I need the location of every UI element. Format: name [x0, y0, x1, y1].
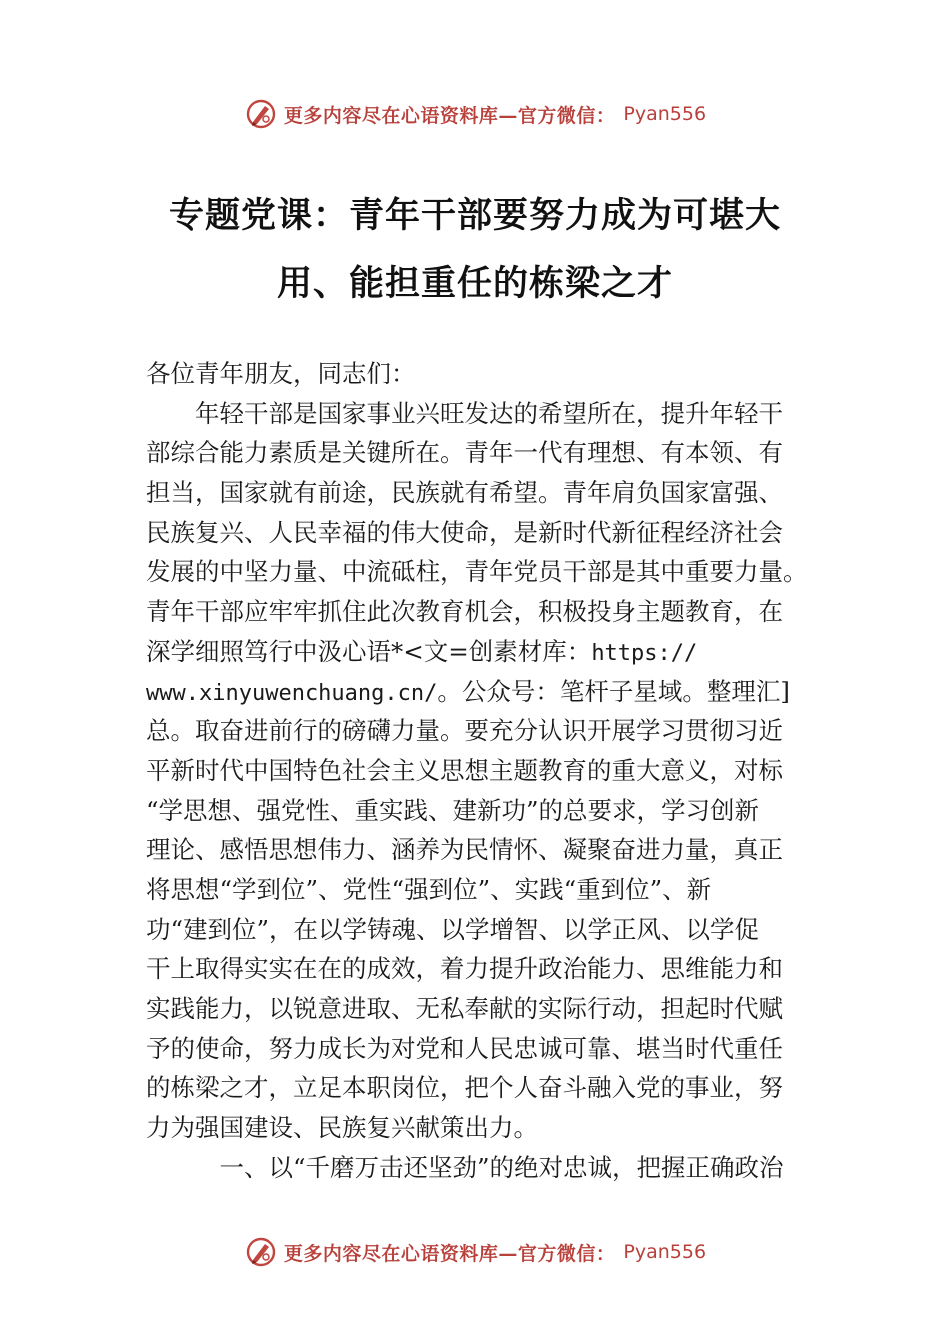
paragraph-line: 平新时代中国特色社会主义思想主题教育的重大意义，对标 [146, 755, 783, 785]
section-heading-1: 一、以“千磨万击还坚劲”的绝对忠诚，把握正确政治 [146, 1152, 784, 1182]
paragraph-text: 深学细照笃行中汲心语*<文=创素材库： [146, 636, 592, 666]
paragraph-line: 民族复兴、人民幸福的伟大使命，是新时代新征程经济社会 [146, 517, 783, 547]
paragraph-line [146, 672, 816, 712]
paragraph-line: 发展的中坚力量、中流砥柱，青年党员干部是其中重要力量。 [146, 557, 808, 587]
paragraph-line: 予的使命，努力成长为对党和人民忠诚可靠、堪当时代重任 [146, 1033, 783, 1063]
paragraph-line: 年轻干部是国家事业兴旺发达的希望所在，提升年轻干 [146, 398, 783, 428]
url-fragment: https:// [591, 640, 698, 666]
pen-logo-icon [244, 97, 278, 131]
paragraph-text: 。公众号：笔杆子星域。整理汇] [437, 676, 790, 706]
url-fragment: www.xinyuwenchuang.cn/ [146, 680, 438, 706]
pen-logo-icon [244, 1235, 278, 1269]
paragraph-line: 力为强国建设、民族复兴献策出力。 [146, 1113, 538, 1143]
paragraph-line: 实践能力，以锐意进取、无私奉献的实际行动，担起时代赋 [146, 994, 783, 1023]
paragraph-line: 部综合能力素质是关键所在。青年一代有理想、有本领、有 [146, 438, 783, 468]
document-body [146, 354, 816, 1187]
header-banner [0, 92, 950, 136]
paragraph-line: 理论、感悟思想伟力、涵养为民情怀、凝聚奋进力量，真正 [146, 835, 783, 865]
paragraph-line: 青年干部应牢牢抓住此次教育机会，积极投身主题教育，在 [146, 597, 783, 627]
paragraph-line: 的栋梁之才，立足本职岗位，把个人奋斗融入党的事业，努 [146, 1073, 783, 1103]
paragraph-line [146, 632, 816, 672]
paragraph-line: 功“建到位”，在以学铸魂、以学增智、以学正风、以学促 [146, 914, 760, 944]
banner-wechat-id: Pyan556 [623, 1241, 707, 1263]
document-title-line-1: 专题党课：青年干部要努力成为可堪大 [168, 195, 781, 236]
document-title-line-2: 用、能担重任的栋梁之才 [276, 263, 673, 304]
paragraph-line: 总。取奋进前行的磅礴力量。要充分认识开展学习贯彻习近 [146, 716, 783, 746]
greeting: 各位青年朋友，同志们： [146, 359, 416, 388]
paragraph-line: “学思想、强党性、重实践、建新功”的总要求，学习创新 [146, 795, 760, 825]
paragraph-line: 干上取得实实在在的成效，着力提升政治能力、思维能力和 [146, 954, 783, 984]
banner-text: 更多内容尽在心语资料库—官方微信： [283, 104, 616, 127]
banner-wechat-id: Pyan556 [623, 103, 707, 125]
paragraph-line: 担当，国家就有前途，民族就有希望。青年肩负国家富强、 [146, 478, 783, 508]
paragraph-line: 将思想“学到位”、党性“强到位”、实践“重到位”、新 [146, 874, 712, 904]
banner-text: 更多内容尽在心语资料库—官方微信： [283, 1242, 616, 1265]
footer-banner [0, 1230, 950, 1274]
